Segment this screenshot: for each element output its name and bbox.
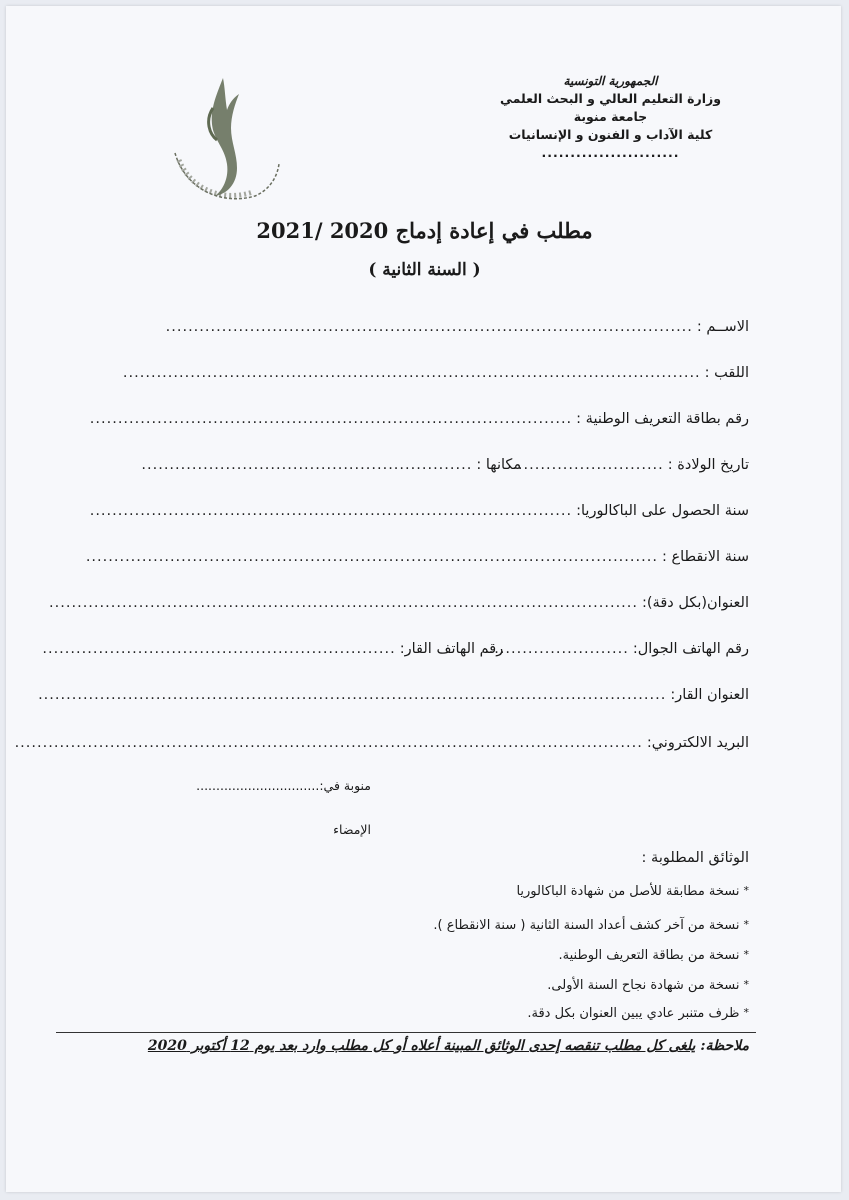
document-item-text: نسخة من شهادة نجاح السنة الأولى. [547, 978, 740, 993]
signature-place-dots: ............................... [196, 778, 320, 793]
bullet-star-icon: * [743, 918, 749, 931]
field-email-label: البريد الالكتروني: [646, 735, 749, 751]
field-fixed-phone-dots: ............................................................... [42, 641, 396, 657]
field-address-dots: ......................................................................................................... [49, 595, 639, 611]
document-item-text: ظرف متنبر عادي يبين العنوان بكل دقة. [527, 1006, 740, 1021]
field-surname-label: اللقب : [704, 365, 749, 381]
republic-name: الجمهورية التونسية [563, 74, 658, 88]
field-birth[interactable] [141, 454, 749, 476]
field-birth-date-label: تاريخ الولادة : [667, 457, 749, 473]
field-permanent-address-dots: ................................................................................................................ [38, 687, 667, 703]
field-bac-year-dots: ...................................................................................... [89, 503, 573, 519]
required-documents-title: الوثائق المطلوبة : [641, 850, 749, 866]
field-mobile-dots: ......................... [488, 641, 629, 657]
field-national-id-label: رقم بطاقة التعريف الوطنية : [576, 411, 749, 427]
form-title: مطلب في إعادة إدماج 2020 /2021 [256, 218, 593, 243]
field-dropout-year-dots: ...................................................................................................... [85, 549, 658, 565]
document-item [516, 884, 749, 899]
university-name: جامعة منوبة [573, 109, 648, 124]
field-bac-year[interactable] [89, 500, 749, 522]
signature-place-date [196, 778, 371, 793]
field-national-id-dots: ...................................................................................... [89, 411, 573, 427]
field-name-label: الاســم : [696, 319, 749, 335]
field-email-dots: ................................................................................................................ [14, 735, 643, 751]
divider-line [56, 1032, 756, 1033]
note-label: ملاحظة: [700, 1038, 749, 1054]
field-surname-dots: ....................................................................................................... [122, 365, 701, 381]
faculty-name: كلية الآداب و الفنون و الإنسانيات [508, 127, 713, 142]
bullet-star-icon: * [743, 948, 749, 961]
field-national-id[interactable] [89, 408, 749, 430]
field-bac-year-label: سنة الحصول على الباكالوريا: [576, 503, 749, 519]
field-dropout-year-label: سنة الانقطاع : [661, 549, 749, 565]
document-item-text: نسخة من بطاقة التعريف الوطنية. [558, 948, 740, 963]
bullet-star-icon: * [743, 1006, 749, 1019]
field-address-label: العنوان(بكل دقة): [642, 595, 749, 611]
field-address[interactable] [49, 592, 749, 614]
field-birthplace-dots: ........................................................... [141, 457, 473, 473]
faculty-seal-logo [165, 68, 285, 208]
document-item [559, 948, 750, 963]
document-item [547, 978, 749, 993]
field-mobile-label: رقم الهاتف الجوال: [632, 641, 749, 657]
field-birth-date-dots: ........................... [512, 457, 664, 473]
field-permanent-address-label: العنوان القار: [670, 687, 749, 703]
note-text: يلغى كل مطلب تنقصه إحدى الوثائق المبينة أعلاه أو كل مطلب وارد بعد يوم 12 أكتوبر 2020 [147, 1038, 696, 1054]
field-fixed-phone-label: رقم الهاتف القار: [399, 641, 504, 657]
signature-place-label: منوبة في: [319, 778, 371, 793]
field-phones[interactable] [42, 638, 749, 660]
form-subtitle: ( السنة الثانية ) [368, 260, 481, 280]
field-name[interactable] [165, 316, 749, 338]
document-item-text: نسخة مطابقة للأصل من شهادة الباكالوريا [516, 884, 740, 899]
field-name-dots: .............................................................................................. [165, 319, 693, 335]
note [148, 1038, 749, 1054]
field-permanent-address[interactable] [38, 684, 749, 706]
document-item [527, 1006, 749, 1021]
letterhead [500, 72, 721, 162]
document-item [433, 918, 749, 933]
field-email[interactable] [14, 732, 749, 754]
bullet-star-icon: * [743, 884, 749, 897]
field-dropout-year[interactable] [78, 546, 749, 568]
document-item-text: نسخة من آخر كشف أعداد السنة الثانية ( سنة الانقطاع ). [433, 918, 740, 933]
reference-dots: ........................ [541, 145, 680, 160]
field-surname[interactable] [122, 362, 749, 384]
ministry-name: وزارة التعليم العالي و البحث العلمي [499, 91, 721, 106]
bullet-star-icon: * [743, 978, 749, 991]
signature-label: الإمضاء [333, 822, 371, 837]
field-birthplace-label: مكانها : [476, 457, 522, 473]
